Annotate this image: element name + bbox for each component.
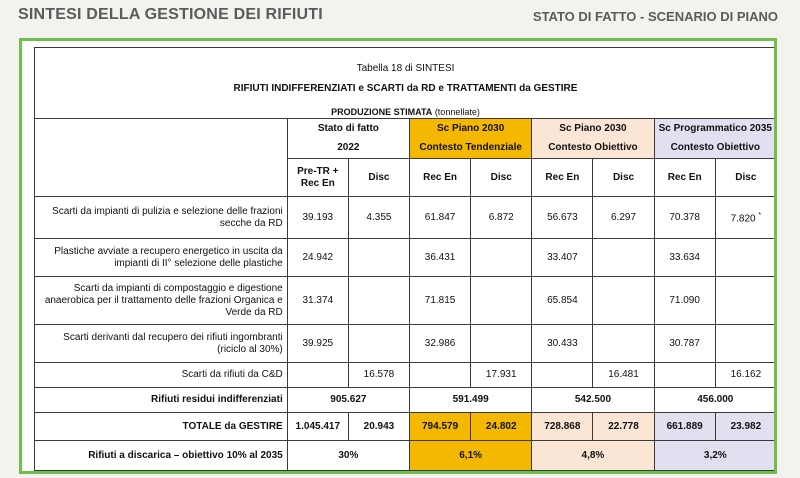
cell: [471, 277, 532, 325]
cell: 31.374: [287, 277, 348, 325]
totale-row: [35, 413, 777, 441]
row-label: Rifiuti residui indifferenziati: [35, 388, 288, 413]
cell: 71.815: [410, 277, 471, 325]
cell: 16.481: [593, 363, 654, 388]
cell: 20.943: [348, 413, 409, 441]
cell: 32.986: [410, 325, 471, 363]
table-row: [35, 363, 777, 388]
cell: [654, 363, 715, 388]
cell: 728.868: [532, 413, 593, 441]
cell: [593, 239, 654, 277]
caption-line-2: RIFIUTI INDIFFERENZIATI e SCARTI da RD e TRATTAMENTI da GESTIRE: [233, 82, 578, 94]
cell: 30%: [287, 441, 409, 471]
cell: 61.847: [410, 197, 471, 239]
col-head-3: Disc: [471, 159, 532, 197]
cell: 905.627: [287, 388, 409, 413]
table-row: [35, 197, 777, 239]
row-label: Rifiuti a discarica – obiettivo 10% al 2035: [35, 441, 288, 471]
page-title: SINTESI DELLA GESTIONE DEI RIFIUTI: [18, 6, 323, 23]
cell: 4,8%: [532, 441, 654, 471]
caption-unit: (tonnellate): [432, 106, 480, 117]
caption-row: [35, 48, 777, 106]
cell: 24.942: [287, 239, 348, 277]
cell: [471, 239, 532, 277]
cell: 30.787: [654, 325, 715, 363]
caption-row-3: [35, 106, 777, 119]
col-head-1: Disc: [348, 159, 409, 197]
cell: [348, 239, 409, 277]
table-row: [35, 325, 777, 363]
cell: 24.802: [471, 413, 532, 441]
cell: 542.500: [532, 388, 654, 413]
cell: 661.889: [654, 413, 715, 441]
cell: 33.407: [532, 239, 593, 277]
cell: 33.634: [654, 239, 715, 277]
cell: 36.431: [410, 239, 471, 277]
cell: 794.579: [410, 413, 471, 441]
cell: 17.931: [471, 363, 532, 388]
group-sub-2: Contesto Obiettivo: [532, 139, 654, 159]
col-head-5: Disc: [593, 159, 654, 197]
col-head-6: Rec En: [654, 159, 715, 197]
group-title-2: Sc Piano 2030: [532, 119, 654, 139]
col-head-4: Rec En: [532, 159, 593, 197]
cell: 39.925: [287, 325, 348, 363]
cell: [410, 363, 471, 388]
group-sub-3: Contesto Obiettivo: [654, 139, 776, 159]
cell: 6.297: [593, 197, 654, 239]
table-caption: [35, 48, 777, 106]
page-subtitle: STATO DI FATTO - SCENARIO DI PIANO: [532, 9, 778, 24]
group-sub-0: 2022: [287, 139, 409, 159]
cell: [715, 277, 776, 325]
row-label: Plastiche avviate a recupero energetico in uscita da impianti di II° selezione delle plastiche: [35, 239, 288, 277]
cell: 22.778: [593, 413, 654, 441]
empty-corner: [35, 119, 288, 197]
table-row: [35, 239, 777, 277]
col-head-0: Pre-TR + Rec En: [287, 159, 348, 197]
cell: 3,2%: [654, 441, 776, 471]
cell: 591.499: [410, 388, 532, 413]
cell-value: 7.820: [730, 213, 756, 225]
cell: 4.355: [348, 197, 409, 239]
group-title-row: [35, 119, 777, 139]
top-bar: [0, 0, 800, 36]
row-label: Scarti derivanti dal recupero dei rifiuti ingombranti (riciclo al 30%): [35, 325, 288, 363]
group-title-1: Sc Piano 2030: [410, 119, 532, 139]
cell: [715, 239, 776, 277]
table-row: [35, 277, 777, 325]
cell: 1.045.417: [287, 413, 348, 441]
cell: 456.000: [654, 388, 776, 413]
summary-table: [34, 47, 777, 471]
cell: 6,1%: [410, 441, 532, 471]
row-label: Scarti da rifiuti da C&D: [35, 363, 288, 388]
cell: 6.872: [471, 197, 532, 239]
cell: 65.854: [532, 277, 593, 325]
group-title-3: Sc Programmatico 2035: [654, 119, 776, 139]
row-label: TOTALE da GESTIRE: [35, 413, 288, 441]
cell: 39.193: [287, 197, 348, 239]
caption-line-3: [35, 106, 777, 119]
cell: 16.162: [715, 363, 776, 388]
col-head-2: Rec En: [410, 159, 471, 197]
cell: [471, 325, 532, 363]
row-label: Scarti da impianti di pulizia e selezione delle frazioni secche da RD: [35, 197, 288, 239]
discarica-row: [35, 441, 777, 471]
caption-bold: PRODUZIONE STIMATA: [331, 106, 433, 117]
green-frame: [19, 38, 777, 474]
cell: 70.378: [654, 197, 715, 239]
group-title-0: Stato di fatto: [287, 119, 409, 139]
row-label: Scarti da impianti di compostaggio e digestione anaerobica per il trattamento delle frazioni Organica e Verde da RD: [35, 277, 288, 325]
group-sub-1: Contesto Tendenziale: [410, 139, 532, 159]
footnote-mark: *: [758, 211, 762, 219]
cell-with-note: [715, 197, 776, 239]
cell: [593, 325, 654, 363]
caption-line-1: Tabella 18 di SINTESI: [356, 62, 455, 74]
cell: 71.090: [654, 277, 715, 325]
cell: 23.982: [715, 413, 776, 441]
residui-row: [35, 388, 777, 413]
cell: 30.433: [532, 325, 593, 363]
cell: [287, 363, 348, 388]
cell: [715, 325, 776, 363]
cell: [348, 325, 409, 363]
cell: 56.673: [532, 197, 593, 239]
col-head-7: Disc: [715, 159, 776, 197]
cell: [348, 277, 409, 325]
cell: [593, 277, 654, 325]
cell: 16.578: [348, 363, 409, 388]
cell: [532, 363, 593, 388]
